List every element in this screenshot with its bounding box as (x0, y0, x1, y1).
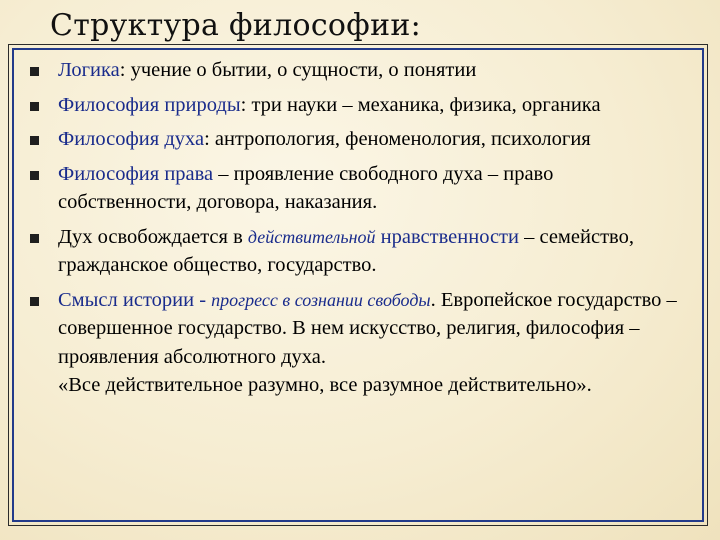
item-text: . Европейское государство – совершенное государство. В нем искусство, религия, философия – проявления абсолютного духа. (58, 288, 677, 368)
term-morality: нравственности (375, 225, 519, 248)
list-item-freedom (30, 223, 690, 280)
term-history: Смысл истории - (58, 288, 212, 311)
item-text: Дух освобождается в (58, 225, 248, 248)
list-item-history (30, 286, 690, 400)
square-bullet-icon (30, 234, 39, 243)
square-bullet-icon (30, 171, 39, 180)
slide-title: Структура философии: (50, 8, 422, 43)
square-bullet-icon (30, 297, 39, 306)
list-item-law (30, 160, 690, 217)
square-bullet-icon (30, 102, 39, 111)
item-text: : учение о бытии, о сущности, о понятии (119, 59, 477, 81)
square-bullet-icon (30, 136, 39, 145)
italic-term: прогресс в сознании свободы (211, 289, 431, 310)
square-bullet-icon (30, 67, 39, 76)
term-logic: Логика (58, 59, 120, 81)
list-item-nature (30, 91, 690, 120)
item-text: – проявление свободного духа – право собственности, договора, наказания. (58, 162, 554, 213)
item-text: : антропология, феноменология, психология (204, 128, 591, 150)
list-item-spirit (30, 125, 690, 154)
structure-list (30, 56, 690, 406)
term-spirit: Философия духа (58, 128, 205, 150)
item-text: : три науки – механика, физика, органика (240, 93, 601, 116)
italic-term: действительной (247, 226, 376, 247)
item-text: – семейство, гражданское общество, государство. (58, 225, 634, 276)
hegel-quote: «Все действительное разумно, все разумное действительно». (58, 374, 592, 396)
term-law: Философия права (58, 162, 214, 185)
term-nature: Философия природы (58, 93, 241, 116)
list-item-logic (30, 56, 690, 85)
